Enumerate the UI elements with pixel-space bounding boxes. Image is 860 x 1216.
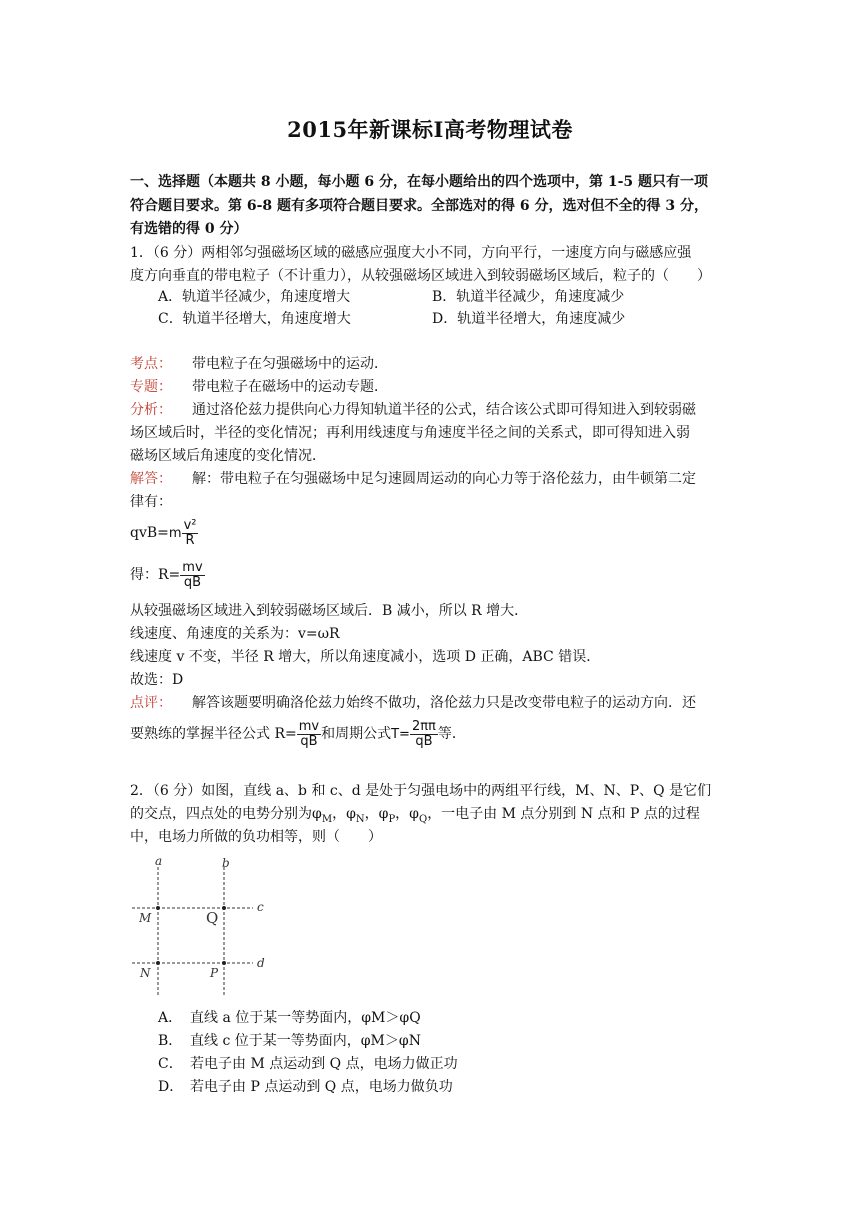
dp2-numerator-2: 2ππ xyxy=(411,718,436,734)
jieda-text-1: 解：带电粒子在匀强磁场中足匀速圆周运动的向心力等于洛伦兹力，由牛顿第二定 xyxy=(192,471,696,487)
phi-symbol: φ xyxy=(378,806,389,822)
label-p: P xyxy=(210,966,219,980)
kaodian-text: 带电粒子在匀强磁场中的运动． xyxy=(192,356,388,372)
section-heading-line-1: 一、选择题（本题共 8 小题，每小题 6 分，在每小题给出的四个选项中，第 1-5 题只有一项 xyxy=(130,174,709,190)
q2-option-a-text: 直线 a 位于某一等势面内， xyxy=(190,1010,362,1026)
zhuanti-text: 带电粒子在磁场中的运动专题． xyxy=(192,379,388,395)
equation-r xyxy=(130,557,740,593)
point-p xyxy=(222,961,226,965)
eq1-denominator: R xyxy=(185,532,195,548)
q1-line-c: 线速度 v 不变，半径 R 增大，所以角速度减小，选项 D 正确，ABC 错误． xyxy=(130,649,601,665)
label-b: b xyxy=(222,856,230,870)
section-heading-line-2: 符合题目要求。第 6-8 题有多项符合题目要求。全部选对的得 6 分，选对但不全的得 3 分， xyxy=(130,198,709,214)
label-m: M xyxy=(139,911,152,925)
dp2-fraction-1 xyxy=(297,720,321,749)
q1-stem-line-2: 度方向垂直的带电粒子（不计重力），从较强磁场区域进入到较弱磁场区域后，粒子的（ ） xyxy=(130,268,711,284)
phi-q xyxy=(409,806,428,825)
q1-fenxi xyxy=(130,399,730,422)
dp2-denominator-2: qB xyxy=(415,733,433,749)
q2-option-a-letter: A． xyxy=(158,1010,183,1026)
q2-option-d-letter: D． xyxy=(158,1079,184,1095)
q1-kaodian xyxy=(130,353,730,376)
dp2-text-b: 和周期公式 xyxy=(321,726,392,742)
eq2-numerator: mv xyxy=(182,559,203,575)
phi-p xyxy=(378,806,396,825)
label-n: N xyxy=(140,966,151,980)
phi-symbol: φ xyxy=(312,806,322,822)
dp2-text-a: 要熟练的掌握半径公式 R= xyxy=(130,726,297,742)
q1-option-c: C．轨道半径增大，角速度增大 xyxy=(158,311,351,327)
q2-option-c-letter: C． xyxy=(158,1056,183,1072)
q2-option-a-relation: φM＞φQ xyxy=(361,1010,421,1026)
phi-n xyxy=(346,806,365,825)
q1-answer: 故选：D xyxy=(130,672,184,688)
q2-option-d-text: 若电子由 P 点运动到 Q 点，电场力做负功 xyxy=(190,1079,453,1095)
phi-sub-n: N xyxy=(355,813,365,825)
label-a: a xyxy=(155,855,163,868)
jieda-label: 解答： xyxy=(130,471,172,487)
q2-option-a xyxy=(158,1007,421,1029)
phi-symbol: φ xyxy=(346,806,356,822)
q2-stem-2a: 的交点，四点处的电势分别为 xyxy=(130,806,312,822)
q1-line-a: 从较强磁场区域进入到较弱磁场区域后．B 减小，所以 R 增大． xyxy=(130,603,529,619)
fenxi-text-1: 通过洛伦兹力提供向心力得知轨道半径的公式，结合该公式即可得知进入到较弱磁 xyxy=(192,402,696,418)
q1-zhuanti xyxy=(130,376,730,399)
dp2-fraction-2 xyxy=(410,720,438,749)
phi-sub-p: P xyxy=(388,813,396,825)
q1-stem-line-1: 1．（6 分）两相邻匀强磁场区域的磁感应强度大小不同，方向平行，一速度方向与磁感应强 xyxy=(130,245,692,261)
point-m xyxy=(156,906,160,910)
fenxi-label: 分析： xyxy=(130,402,172,418)
eq1-numerator: v² xyxy=(183,517,197,533)
phi-sub-q: Q xyxy=(418,813,428,825)
dianping-text-1: 解答该题要明确洛伦兹力始终不做功，洛伦兹力只是改变带电粒子的运动方向．还 xyxy=(192,695,696,711)
field-lines-figure xyxy=(128,855,278,1000)
q1-option-d: D．轨道半径增大，角速度减少 xyxy=(432,311,626,327)
dp2-numerator-1: mv xyxy=(298,718,320,734)
q2-option-b-relation: φM＞φN xyxy=(360,1033,421,1049)
q2-option-b xyxy=(158,1030,421,1052)
dianping-label: 点评： xyxy=(130,695,172,711)
eq2-left: 得：R= xyxy=(130,567,181,583)
phi-m xyxy=(312,806,333,825)
q2-option-d xyxy=(158,1076,453,1098)
eq1-fraction xyxy=(182,519,199,548)
q1-jieda xyxy=(130,468,730,491)
dianping-text-2 xyxy=(130,716,740,753)
eq1-m: m xyxy=(168,526,182,541)
dp2-denominator-1: qB xyxy=(300,733,318,749)
dp2-text-d: 等． xyxy=(437,726,466,742)
eq1-left: qvB= xyxy=(130,525,169,541)
q1-dianping xyxy=(130,692,730,715)
point-q xyxy=(222,906,226,910)
page-title: 2015年新课标I高考物理试卷 xyxy=(287,117,573,142)
equation-qvb xyxy=(130,515,740,552)
q1-line-b: 线速度、角速度的关系为：v=ωR xyxy=(130,626,340,642)
phi-sub-m: M xyxy=(321,813,333,825)
kaodian-label: 考点： xyxy=(130,356,172,372)
q2-option-b-text: 直线 c 位于某一等势面内， xyxy=(190,1033,361,1049)
fenxi-text-2: 场区域后时，半径的变化情况；再利用线速度与角速度半径之间的关系式，即可得知进入弱 xyxy=(130,425,690,441)
section-heading-line-3: 有选错的得 0 分） xyxy=(130,221,248,237)
label-q: Q xyxy=(206,909,219,927)
jieda-text-2: 律有： xyxy=(130,494,172,510)
label-c: c xyxy=(257,900,264,914)
point-n xyxy=(156,961,160,965)
q2-stem-2b: ，一电子由 M 点分别到 N 点和 P 点的过程 xyxy=(427,806,700,822)
eq2-denominator: qB xyxy=(183,574,202,590)
q1-option-b: B．轨道半径减少，角速度减少 xyxy=(432,289,625,305)
q2-stem-line-2: 的交点，四点处的电势分别为$\varphi_M$，$\varphi_N$，$\varphi_P$，$\varphi_Q$，一电子由 M 点分别到 N 点和 P 点的过程 xyxy=(130,806,700,825)
q2-option-b-letter: B． xyxy=(158,1033,183,1049)
fenxi-text-3: 磁场区域后角速度的变化情况． xyxy=(130,448,326,464)
phi-symbol: φ xyxy=(409,806,419,822)
zhuanti-label: 专题： xyxy=(130,379,172,395)
q2-option-c-text: 若电子由 M 点运动到 Q 点，电场力做正功 xyxy=(190,1056,458,1072)
q2-stem-line-3: 中，电场力所做的负功相等，则（ ） xyxy=(130,829,382,845)
q2-stem-line-1: 2．（6 分）如图，直线 a、b 和 c、d 是处于匀强电场中的两组平行线，M、N、P、Q 是它们 xyxy=(130,783,712,799)
label-d: d xyxy=(257,956,265,970)
q1-option-a: A．轨道半径减少，角速度增大 xyxy=(158,289,351,305)
q2-option-c xyxy=(158,1053,458,1075)
dp2-text-c: T= xyxy=(391,727,410,742)
eq2-fraction xyxy=(180,561,204,590)
